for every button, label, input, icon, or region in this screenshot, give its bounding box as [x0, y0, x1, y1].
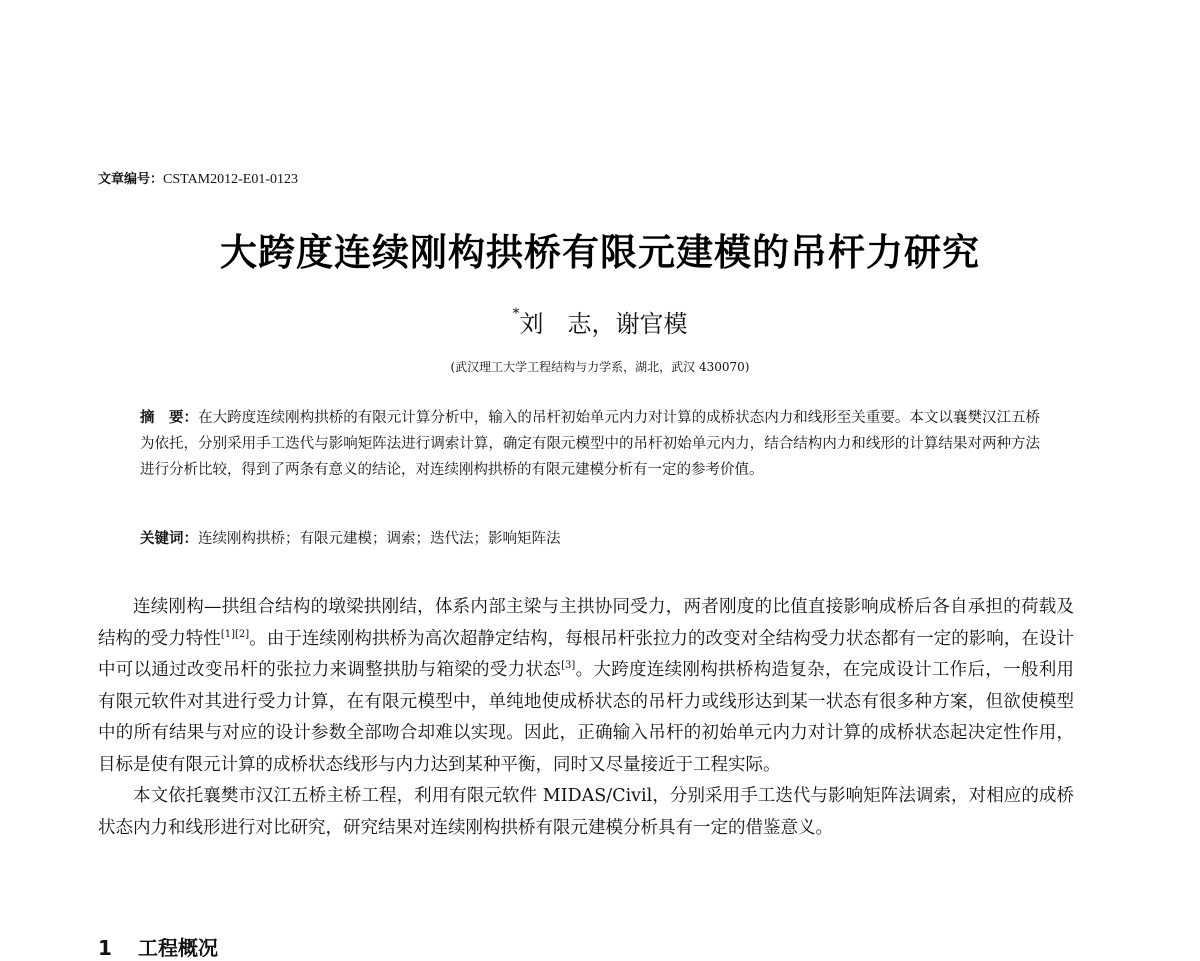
section-number: 1 [98, 936, 112, 960]
abstract [140, 405, 1040, 483]
paper-title: 大跨度连续刚构拱桥有限元建模的吊杆力研究 [220, 231, 980, 274]
article-id-label: 文章编号： [98, 172, 164, 187]
p1-text-c: 。大跨度连续刚构拱桥构造复杂，在完成设计工作后，一般利用有限元软件对其进行受力计算，在有限元模型中，单纯地使成桥状态的吊杆力或线形达到某一状态有很多种方案，但欲使模型中的所有结果与对应的设计参数全部吻合却难以实现。因此，正确输入吊杆的初始单元内力对计算的成桥状态起决定性作用，目标是使有限元计算的成桥状态线形与内力达到某种平衡，同时又尽量接近于工程实际。 [98, 660, 1075, 775]
p1-text-b: 。由于连续刚构拱桥为高次超静定结构，每根吊杆张拉力的改变对全结构受力状态都有一定的影响，在设计中可以通过改变吊杆的张拉力来调整拱肋与箱梁的受力状态 [98, 628, 1074, 680]
affiliation: (武汉理工大学工程结构与力学系，湖北，武汉 430070) [450, 360, 750, 374]
paragraph-1 [98, 592, 1074, 781]
p1-text-a: 连续刚构—拱组合结构的墩梁拱刚结，体系内部主梁与主拱协同受力，两者刚度的比值直接影响成桥后各自承担的荷载及结构的受力特性 [98, 597, 1074, 649]
article-id-value: CSTAM2012-E01-0123 [163, 172, 299, 187]
keywords-text: 连续刚构拱桥；有限元建模；调索；迭代法；影响矩阵法 [198, 531, 561, 547]
body-text [98, 592, 1074, 844]
citation-ref-1: [1][2] [220, 628, 250, 640]
author-names: 刘 志，谢官模 [519, 310, 688, 338]
citation-ref-2: [3] [561, 660, 576, 672]
section-title: 工程概况 [138, 936, 218, 960]
corresponding-author-mark: * [512, 306, 520, 322]
article-id-line [98, 168, 298, 188]
keywords-label: 关键词： [140, 531, 198, 547]
author-line [0, 304, 1200, 339]
section-heading [98, 932, 218, 961]
abstract-label: 摘 要： [140, 410, 199, 426]
paragraph-2: 本文依托襄樊市汉江五桥主桥工程，利用有限元软件 MIDAS/Civil，分别采用手工迭代与影响矩阵法调索，对相应的成桥状态内力和线形进行对比研究，研究结果对连续刚构拱桥有限元建模分析具有一定的借鉴意义。 [98, 786, 1074, 838]
abstract-text: 在大跨度连续刚构拱桥的有限元计算分析中，输入的吊杆初始单元内力对计算的成桥状态内力和线形至关重要。本文以襄樊汉江五桥为依托，分别采用手工迭代与影响矩阵法进行调索计算，确定有限元模型中的吊杆初始单元内力，结合结构内力和线形的计算结果对两种方法进行分析比较，得到了两条有意义的结论，对连续刚构拱桥的有限元建模分析有一定的参考价值。 [140, 410, 1041, 478]
keywords [140, 528, 1040, 550]
